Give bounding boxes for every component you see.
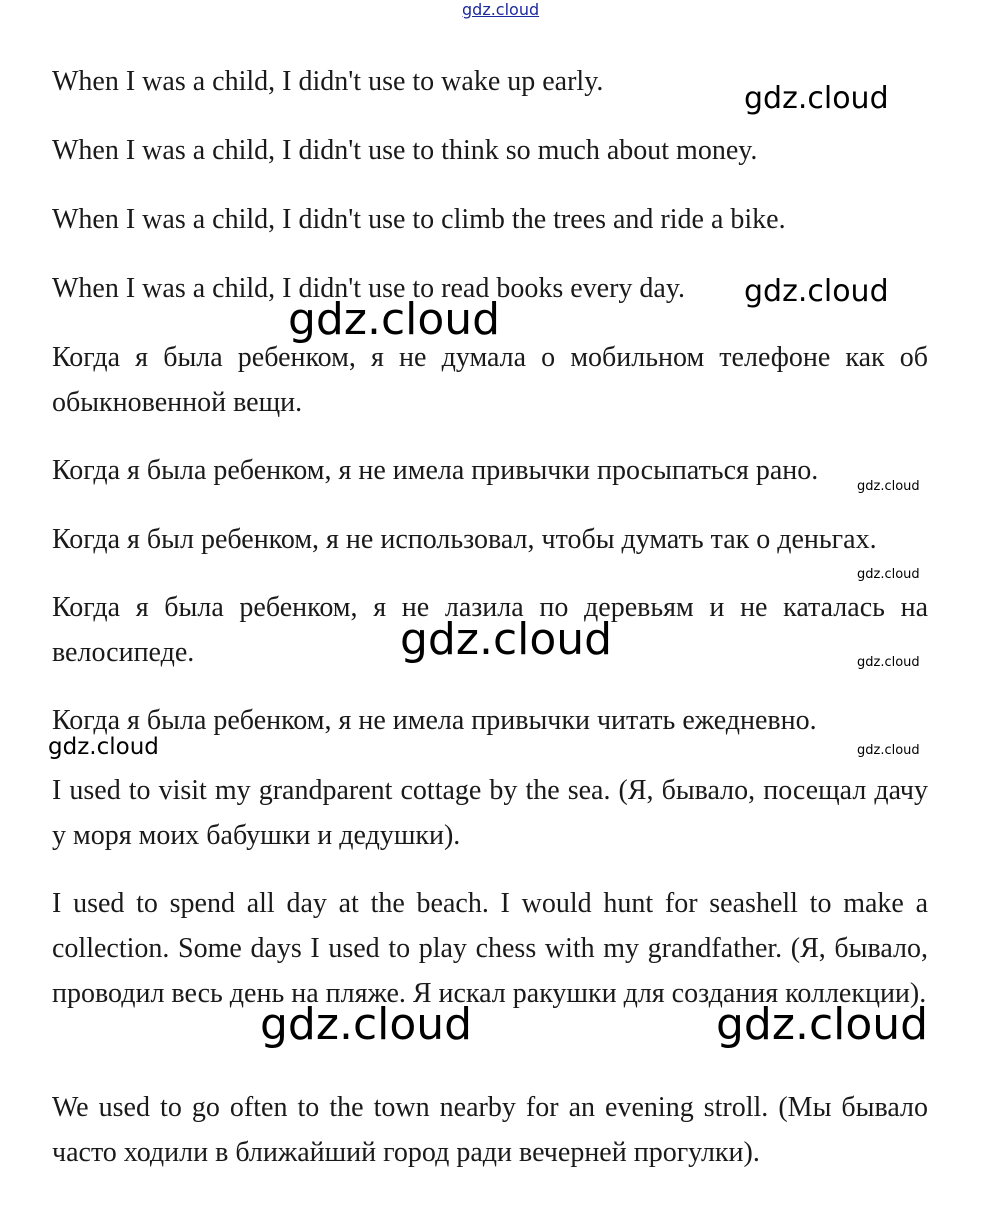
watermark: gdz.cloud	[857, 479, 920, 494]
paragraph-9: Когда я была ребенком, я не имела привычки читать ежедневно.	[52, 705, 817, 736]
paragraph-6: Когда я была ребенком, я не имела привычки просыпаться рано.	[52, 455, 819, 486]
paragraph-12: We used to go often to the town nearby for an evening stroll. (Мы бывало часто ходили в ближайший город ради вечерней прогулки).	[52, 1092, 928, 1168]
watermark: gdz.cloud	[400, 614, 613, 665]
watermark: gdz.cloud	[48, 734, 159, 760]
watermark: gdz.cloud	[857, 655, 920, 670]
paragraph-8: Когда я была ребенком, я не лазила по деревьям и не каталась на велосипеде.	[52, 592, 928, 668]
paragraph-11: I used to spend all day at the beach. I would hunt for seashell to make a collection. Some days I used to play chess with my grandfather. (Я, бывало, проводил весь день на пляже. Я искал ракушки для создания коллекции).	[52, 888, 928, 1009]
watermark: gdz.cloud	[857, 567, 920, 582]
watermark: gdz.cloud	[744, 274, 889, 309]
paragraph-3: When I was a child, I didn't use to climb the trees and ride a bike.	[52, 204, 786, 235]
paragraph-7: Когда я был ребенком, я не использовал, чтобы думать так о деньгах.	[52, 524, 877, 555]
paragraph-2: When I was a child, I didn't use to think so much about money.	[52, 135, 758, 166]
paragraph-1: When I was a child, I didn't use to wake up early.	[52, 66, 604, 97]
watermark: gdz.cloud	[260, 999, 473, 1050]
watermark: gdz.cloud	[857, 743, 920, 758]
paragraph-10: I used to visit my grandparent cottage by the sea. (Я, бывало, посещал дачу у моря моих бабушки и дедушки).	[52, 775, 928, 851]
watermark: gdz.cloud	[288, 294, 501, 345]
paragraph-5: Когда я была ребенком, я не думала о мобильном телефоне как об обыкновенной вещи.	[52, 342, 928, 418]
paragraph-4: When I was a child, I didn't use to read books every day.	[52, 273, 686, 304]
top-watermark: gdz.cloud	[462, 0, 540, 19]
watermark: gdz.cloud	[744, 81, 889, 116]
watermark: gdz.cloud	[716, 999, 929, 1050]
